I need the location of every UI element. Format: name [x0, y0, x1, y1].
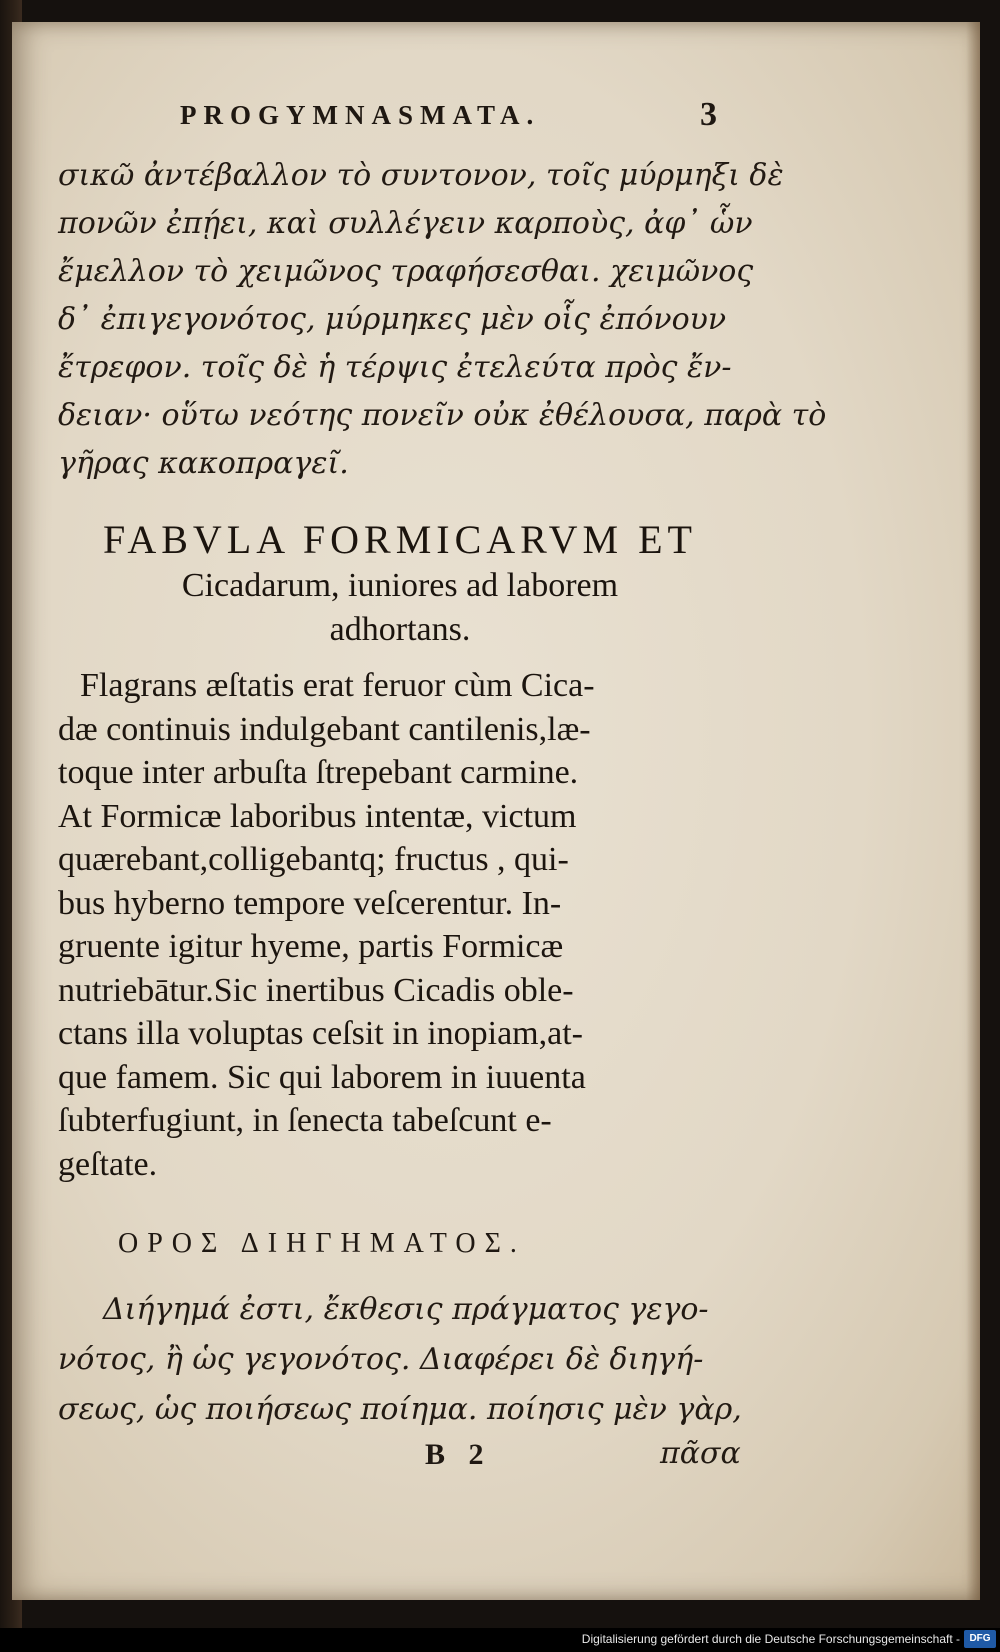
text-line: Flagrans æſtatis erat feruor cùm Cica-: [80, 667, 595, 704]
text-line: γῆρας κακοπραγεῖ.: [58, 446, 349, 481]
text-line: ἔμελλον τὸ χειμῶνος τραφήσεσθαι. χειμῶνος: [58, 254, 754, 289]
text-line: quærebant,colligebantq; fructus , qui-: [58, 841, 569, 878]
signature-mark: B 2: [425, 1438, 492, 1471]
text-line: toque inter arbuſta ſtrepebant carmine.: [58, 754, 579, 791]
catchword: πᾶσα: [660, 1436, 741, 1471]
latin-fable-text: [58, 664, 748, 1186]
text-line: gruente igitur hyeme, partis Formicæ: [58, 928, 564, 965]
greek-text-bottom: [58, 1285, 748, 1435]
text-line: δειαν· οὕτω νεότης πονεῖν οὐκ ἐθέλουσα, παρὰ τὸ: [58, 398, 827, 433]
fable-title-line: FABVLA FORMICARVM ET: [103, 517, 697, 562]
section-heading: ΟΡΟΣ ΔΙΗΓΗΜΑΤΟΣ.: [118, 1228, 526, 1259]
text-line: ctans illa voluptas ceſsit in inopiam,at-: [58, 1015, 583, 1052]
page-edge-shadow: [966, 22, 980, 1600]
text-line: At Formicæ laboribus intentæ, victum: [58, 797, 577, 835]
text-line: nutriebātur.Sic inertibus Cicadis oble-: [58, 971, 574, 1009]
page-number: 3: [700, 96, 717, 133]
fable-title-line: Cicadarum, iuniores ad laborem: [181, 567, 619, 604]
text-line: Διήγημά ἐστι, ἔκθεσις πράγματος γεγο-: [103, 1292, 709, 1327]
text-line: bus hyberno tempore veſcerentur. In-: [58, 884, 562, 922]
text-line: que famem. Sic qui laborem in iuuenta: [58, 1058, 586, 1096]
greek-text-top: [58, 152, 827, 488]
text-line: νότος, ἢ ὡς γεγονότος. Διαφέρει δὲ διηγή-: [58, 1342, 704, 1377]
text-line: ἔτρεφον. τοῖς δὲ ἡ τέρψις ἐτελεύτα πρὸς ἔν-: [58, 350, 732, 385]
text-line: ſubterfugiunt, in ſenecta tabeſcunt e-: [58, 1102, 552, 1139]
text-line: πονῶν ἐπῄει, καὶ συλλέγειν καρποὺς, ἀφ᾽ ὧν: [58, 206, 753, 241]
text-line: σικῶ ἀντέβαλλον τὸ συντονον, τοῖς μύρμηξι δὲ: [58, 158, 784, 193]
fable-title-line: adhortans.: [329, 611, 471, 648]
text-line: dæ continuis indulgebant cantilenis,læ-: [58, 710, 591, 748]
text-line: δ᾽ ἐπιγεγονότος, μύρμηκες μὲν οἷς ἐπόνουν: [58, 302, 727, 337]
funding-credit: Digitalisierung gefördert durch die Deutsche Forschungsgemeinschaft -: [581, 1632, 960, 1646]
text-line: geſtate.: [58, 1145, 158, 1183]
fable-title: [40, 516, 760, 652]
text-line: σεως, ὡς ποιήσεως ποίημα. ποίησις μὲν γὰρ,: [58, 1392, 742, 1427]
running-head: PROGYMNASMATA.: [180, 100, 541, 130]
dfg-logo: DFG: [964, 1630, 996, 1648]
